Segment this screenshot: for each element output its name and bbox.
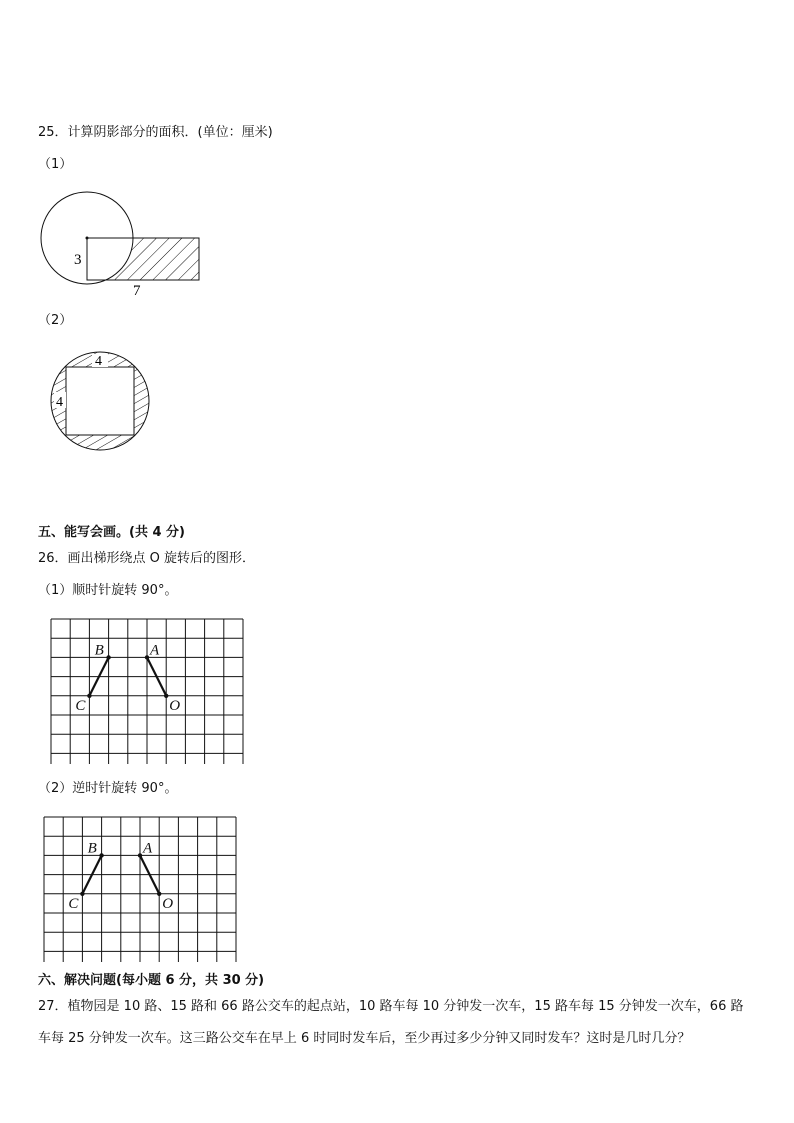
point-o <box>157 892 161 896</box>
q26-part2-label: （2）逆时针旋转 90°。 <box>38 781 178 796</box>
point-label-o: O <box>169 697 181 714</box>
point-c <box>80 892 84 896</box>
point-o <box>164 694 168 698</box>
section5-title: 五、能写会画。(共 4 分) <box>38 525 185 540</box>
q26-grid1 <box>50 618 246 764</box>
point-label-a: A <box>150 642 160 659</box>
point-label-a: A <box>143 840 153 857</box>
point-a <box>145 655 149 659</box>
q25-part1-label: （1） <box>38 157 73 172</box>
q26-grid2 <box>43 816 239 962</box>
q25-part2-label: （2） <box>38 313 73 328</box>
point-label-c: C <box>68 895 79 912</box>
q27-line2: 车每 25 分钟发一次车。这三路公交车在早上 6 时同时发车后，至少再过多少分钟又同时发车？这时是几时几分？ <box>38 1031 691 1046</box>
dim-top-label: 4 <box>95 354 102 369</box>
point-label-o: O <box>162 895 174 912</box>
q27-line1: 27．植物园是 10 路、15 路和 66 路公交车的起点站，10 路车每 10 分钟发一次车，15 路车每 15 分钟发一次车，66 路 <box>38 999 744 1014</box>
dim-left-label: 4 <box>56 395 63 410</box>
point-label-c: C <box>75 697 86 714</box>
q26-title: 26．画出梯形绕点 O 旋转后的图形． <box>38 551 256 566</box>
dim-left-label: 3 <box>74 252 82 268</box>
q26-part1-label: （1）顺时针旋转 90°。 <box>38 583 178 598</box>
point-b <box>106 655 110 659</box>
point-b <box>99 853 103 857</box>
q25-figure1 <box>36 180 206 300</box>
q25-figure2 <box>48 348 158 458</box>
dim-bottom-label: 7 <box>133 283 141 299</box>
inner-square <box>66 367 134 435</box>
point-label-b: B <box>94 642 104 659</box>
section6-title: 六、解决问题(每小题 6 分，共 30 分) <box>38 973 265 988</box>
q25-title: 25．计算阴影部分的面积．(单位：厘米) <box>38 125 273 140</box>
point-a <box>138 853 142 857</box>
point-label-b: B <box>87 840 97 857</box>
point-c <box>87 694 91 698</box>
center-dot <box>86 237 89 240</box>
